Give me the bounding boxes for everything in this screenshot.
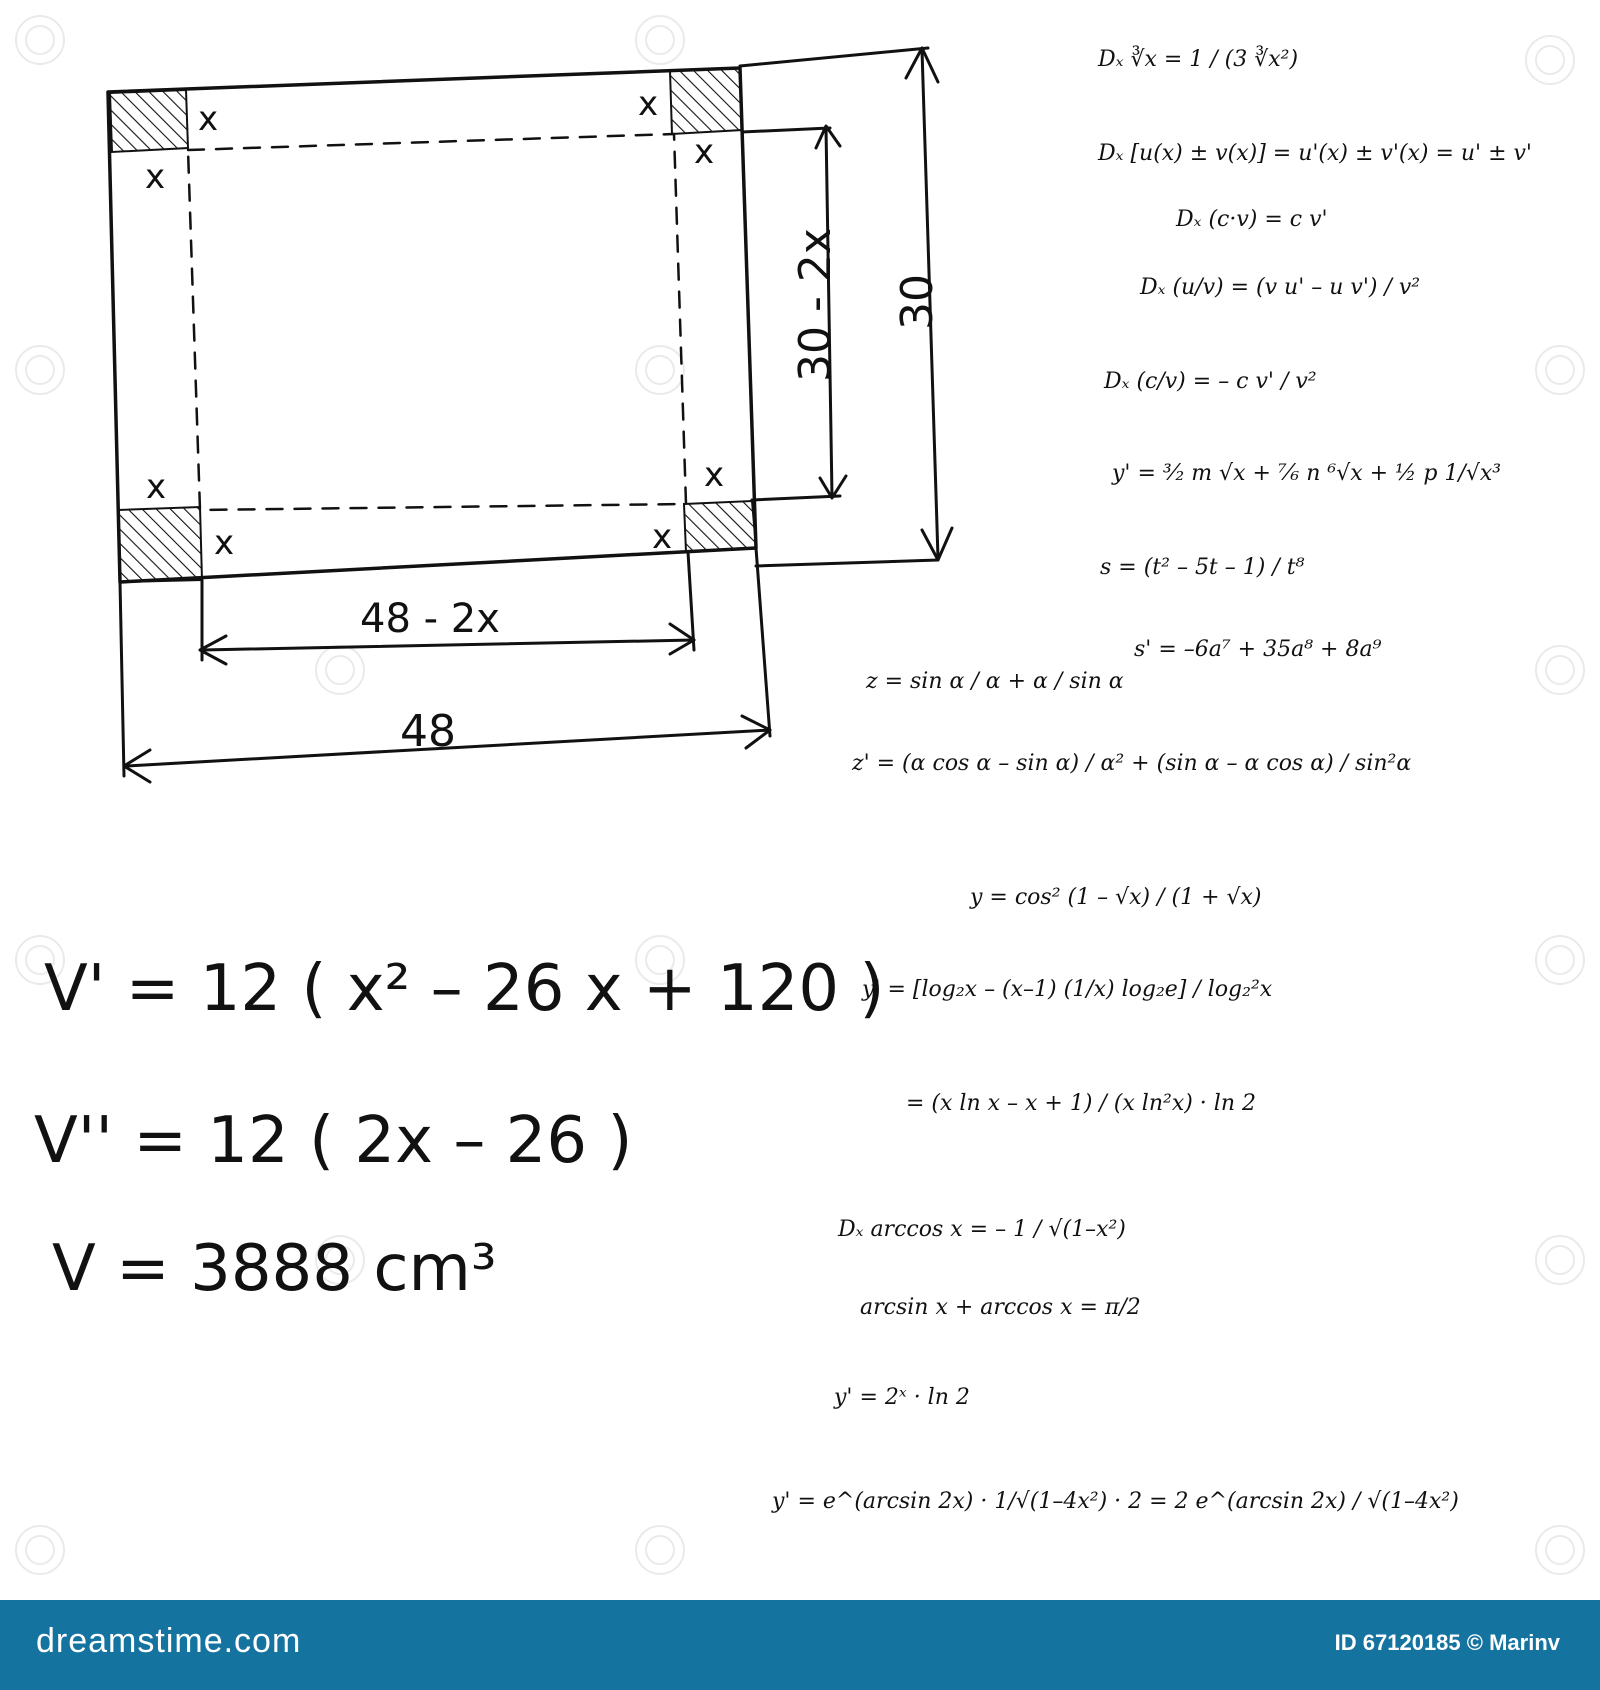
image-credit: ID 67120185 © Marinv — [1334, 1630, 1560, 1655]
inner-height-dimension — [742, 126, 846, 500]
formula-sum-rule: Dₓ [u(x) ± v(x)] = u'(x) ± v'(x) = u' ± v' — [1098, 141, 1532, 166]
corner-square-tl — [110, 90, 188, 152]
formula-y-prime-simplified: = (x ln x – x + 1) / (x ln²x) · ln 2 — [906, 1091, 1256, 1116]
corner-square-tr — [670, 68, 742, 134]
corner-square-br — [684, 501, 756, 552]
x-label-bl-side: x — [146, 467, 167, 507]
x-label-tl-top: x — [198, 99, 219, 139]
box-net-diagram — [108, 48, 952, 782]
footer-bar — [0, 1600, 1600, 1690]
result-second-derivative: V'' = 12 ( 2x – 26 ) — [34, 1104, 633, 1178]
formula-column — [771, 45, 1532, 1514]
x-marks — [145, 84, 724, 563]
formula-reciprocal-rule: Dₓ (c/v) = – c v' / v² — [1104, 369, 1317, 394]
formula-chain-rule-arcsin: y' = e^(arcsin 2x) · 1/√(1–4x²) · 2 = 2 e^(arcsin 2x) / √(1–4x²) — [772, 1489, 1459, 1514]
formula-constant-multiple: Dₓ (c·v) = c v' — [1176, 207, 1328, 232]
x-label-tl-side: x — [145, 157, 166, 197]
outer-width-dimension — [120, 548, 770, 782]
x-label-br-bottom: x — [652, 517, 673, 557]
formula-arcsin-arccos-identity: arcsin x + arccos x = π/2 — [860, 1295, 1141, 1320]
x-label-tr-side: x — [694, 132, 715, 172]
inner-height-label: 30 - 2x — [790, 228, 841, 382]
result-volume: V = 3888 cm³ — [52, 1232, 497, 1306]
fold-lines — [188, 134, 686, 510]
formula-y-cos-squared: y = cos² (1 – √x) / (1 + √x) — [970, 885, 1262, 910]
formula-z-prime: z' = (α cos α – sin α) / α² + (sin α – α cos α) / sin²α — [852, 751, 1412, 776]
formula-arccos-derivative: Dₓ arccos x = – 1 / √(1–x²) — [838, 1217, 1126, 1242]
result-first-derivative: V' = 12 ( x² – 26 x + 120 ) — [44, 952, 885, 1026]
outer-height-label: 30 — [892, 274, 943, 330]
formula-s-quotient: s = (t² – 5t – 1) / t⁸ — [1100, 555, 1305, 580]
corner-square-bl — [118, 507, 202, 582]
outer-width-label: 48 — [400, 706, 456, 757]
outer-height-dimension — [740, 48, 952, 566]
formula-power-sum: y' = ³⁄₂ m √x + ⁷⁄₆ n ⁶√x + ½ p 1/√x³ — [1112, 461, 1502, 486]
x-label-br-side: x — [704, 455, 725, 495]
results-block — [34, 952, 884, 1306]
formula-z: z = sin α / α + α / sin α — [866, 669, 1124, 694]
formula-quotient-rule: Dₓ (u/v) = (v u' – u v') / v² — [1140, 275, 1421, 300]
formula-cube-root-derivative: Dₓ ∛x = 1 / (3 ∛x²) — [1098, 47, 1299, 72]
formula-exponential-derivative: y' = 2ˣ · ln 2 — [834, 1385, 970, 1410]
formula-s-prime: s' = –6a⁷ + 35a⁸ + 8a⁹ — [1134, 637, 1382, 662]
inner-width-dimension — [200, 552, 694, 664]
x-label-bl-bottom: x — [214, 523, 235, 563]
x-label-tr-top: x — [638, 84, 659, 124]
formula-y-prime-log: y' = [log₂x – (x–1) (1/x) log₂e] / log₂²x — [862, 977, 1273, 1002]
inner-width-label: 48 - 2x — [360, 596, 500, 642]
dreamstime-logo[interactable]: dreamstime.com — [36, 1622, 302, 1660]
